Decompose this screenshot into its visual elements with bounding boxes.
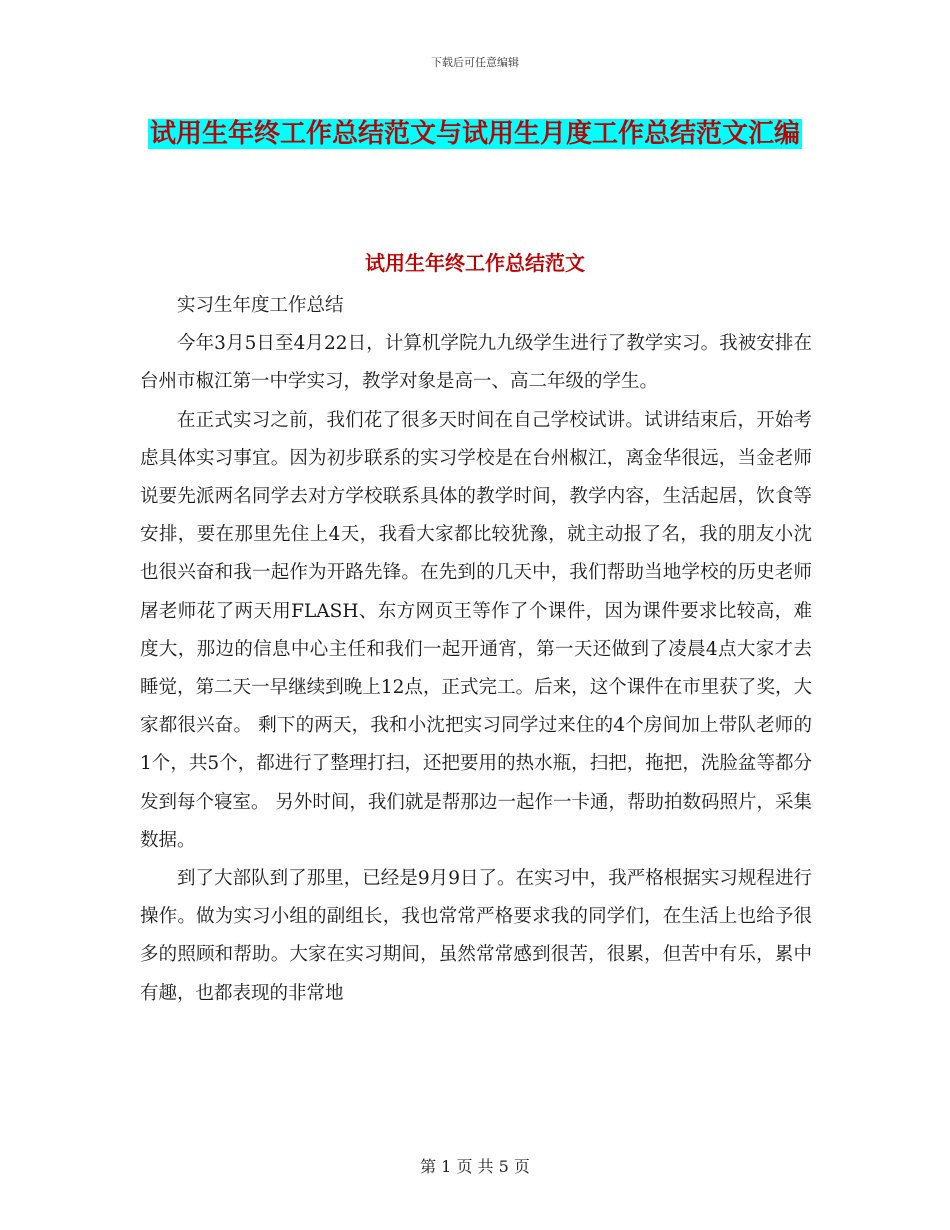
body-text xyxy=(140,287,812,1013)
paragraph: 今年3月5日至4月22日，计算机学院九九级学生进行了教学实习。我被安排在台州市椒江第一中学实习，教学对象是高一、高二年级的学生。 xyxy=(140,333,812,393)
paragraph: 到了大部队到了那里，已经是9月9日了。在实习中，我严格根据实习规程进行操作。做为实习小组的副组长，我也常常严格要求我的同学们，在生活上也给予很多的照顾和帮助。大家在实习期间，虽然常常感到很苦，很累，但苦中有乐，累中有趣，也都表现的非常地 xyxy=(140,868,812,1004)
document-title xyxy=(140,112,810,156)
header-note: 下载后可任意编辑 xyxy=(431,56,519,69)
paragraph: 实习生年度工作总结 xyxy=(177,295,344,316)
section-title: 试用生年终工作总结范文 xyxy=(365,251,585,275)
paragraph: 在正式实习之前，我们花了很多天时间在自己学校试讲。试讲结束后，开始考虑具体实习事宜。因为初步联系的实习学校是在台州椒江，离金华很远，当金老师说要先派两名同学去对方学校联系具体的教学时间，教学内容，生活起居，饮食等安排，要在那里先住上4天，我看大家都比较犹豫，就主动报了名，我的朋友小沈也很兴奋和我一起作为开路先锋。在先到的几天中，我们帮助当地学校的历史老师屠老师花了两天用FLASH、东方网页王等作了个课件，因为课件要求比较高，难度大，那边的信息中心主任和我们一起开通宵，第一天还做到了凌晨4点大家才去睡觉，第二天一早继续到晚上12点，正式完工。后来，这个课件在市里获了奖，大家都很兴奋。 剩下的两天，我和小沈把实习同学过来住的4个房间加上带队老师的1个，共5个，都进行了整理打扫，还把要用的热水瓶，扫把，拖把，洗脸盆等都分发到每个寝室。 另外时间，我们就是帮那边一起作一卡通，帮助拍数码照片，采集数据。 xyxy=(140,409,812,851)
document-title-text: 试用生年终工作总结范文与试用生月度工作总结范文汇编 xyxy=(149,119,800,149)
page-footer: 第 1 页 共 5 页 xyxy=(420,1157,530,1176)
